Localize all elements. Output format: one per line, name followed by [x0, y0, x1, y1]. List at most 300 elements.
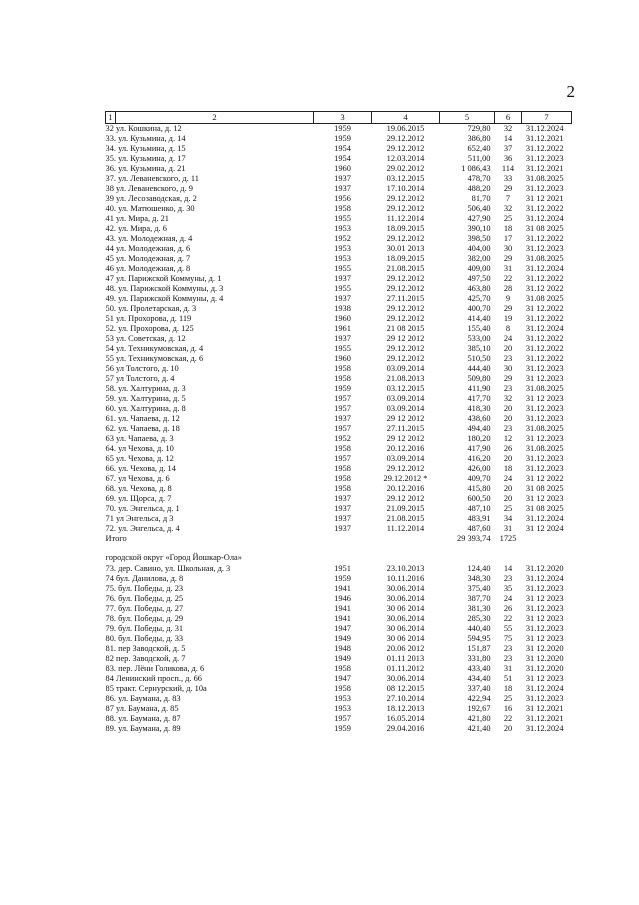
row-floors: 19 — [503, 314, 513, 324]
table-row — [106, 284, 572, 294]
row-area: 381,30 — [467, 604, 491, 614]
table-row — [106, 274, 572, 284]
row-term: 31 12.2023 — [525, 374, 564, 384]
row-term: 31.12.2020 — [525, 664, 564, 674]
row-floors: 32 — [503, 394, 513, 404]
row-date: 29.12.2012 — [386, 234, 425, 244]
row-term: 31.08.2025 — [525, 384, 564, 394]
row-year: 1957 — [334, 394, 351, 404]
row-term: 31 12 2023 — [525, 634, 564, 644]
row-area: 331,80 — [467, 654, 491, 664]
row-year: 1959 — [334, 124, 351, 134]
row-term: 31.12.2021 — [525, 714, 564, 724]
table-row — [106, 204, 572, 214]
table-row — [106, 224, 572, 234]
row-term: 31.12.2023 — [525, 184, 564, 194]
row-year: 1946 — [334, 594, 351, 604]
row-floors: 22 — [503, 274, 513, 284]
row-year: 1958 — [334, 374, 351, 384]
row-address: 73. дер. Савино, ул. Школьная, д. 3 — [105, 564, 231, 574]
table-row — [106, 184, 572, 194]
row-date: 29.04.2016 — [386, 724, 425, 734]
row-year: 1953 — [334, 224, 351, 234]
table-row — [106, 334, 572, 344]
row-floors: 23 — [503, 354, 513, 364]
row-floors: 17 — [503, 234, 513, 244]
total-floors: 1725 — [499, 534, 517, 544]
row-date: 30.06.2014 — [386, 614, 425, 624]
row-address: 71 ул Энгельса, д 3 — [105, 514, 174, 524]
row-term: 31.12.2022 — [525, 334, 564, 344]
row-year: 1938 — [334, 304, 351, 314]
row-floors: 20 — [503, 344, 513, 354]
row-address: 87 ул. Баумана, д. 85 — [105, 704, 179, 714]
table-total-group — [106, 534, 572, 564]
row-term: 31.12 2022 — [525, 284, 564, 294]
row-term: 31 12 2022 — [525, 474, 564, 484]
row-year: 1957 — [334, 454, 351, 464]
row-area: 533,00 — [467, 334, 491, 344]
row-area: 487,10 — [467, 504, 491, 514]
row-term: 31.12.2023 — [525, 464, 564, 474]
table-row — [106, 354, 572, 364]
row-term: 31 12 2021 — [525, 194, 564, 204]
table-row — [106, 564, 572, 574]
row-floors: 55 — [503, 624, 513, 634]
row-year: 1957 — [334, 714, 351, 724]
row-year: 1948 — [334, 644, 351, 654]
row-address: 84 Ленинский просп., д. 66 — [105, 674, 202, 684]
table-row — [106, 474, 572, 484]
row-floors: 26 — [503, 444, 513, 454]
row-address: 79. бул. Победы, д. 31 — [105, 624, 184, 634]
table-row — [106, 664, 572, 674]
row-year: 1956 — [334, 194, 351, 204]
row-year: 1937 — [334, 414, 351, 424]
row-area: 511,00 — [467, 154, 491, 164]
row-date: 29 12 2012 — [386, 414, 425, 424]
row-area: 382,00 — [467, 254, 491, 264]
row-address: 36. ул. Кузьмина, д. 21 — [105, 164, 186, 174]
row-date: 18.09.2015 — [386, 254, 425, 264]
row-date: 29.02.2012 — [386, 164, 425, 174]
row-term: 31.12.2024 — [525, 124, 564, 134]
row-area: 652,40 — [467, 144, 491, 154]
row-address: 66. ул. Чехова, д. 14 — [105, 464, 176, 474]
row-term: 31.12.2024 — [525, 214, 564, 224]
row-year: 1937 — [334, 294, 351, 304]
row-area: 426,00 — [467, 464, 491, 474]
table-row — [106, 174, 572, 184]
row-address: 60. ул. Халтурина, д. 8 — [105, 404, 186, 414]
row-area: 124,40 — [467, 564, 491, 574]
row-floors: 114 — [501, 164, 515, 174]
row-year: 1958 — [334, 664, 351, 674]
header-row — [106, 112, 572, 124]
table-row — [106, 504, 572, 514]
row-term: 31.12.2022 — [525, 234, 564, 244]
row-floors: 75 — [503, 634, 513, 644]
row-date: 29 12 2012 — [386, 434, 425, 444]
row-year: 1958 — [334, 364, 351, 374]
row-address: 81. пер Заводской, д. 5 — [105, 644, 186, 654]
row-address: 89. ул. Баумана, д. 89 — [105, 724, 181, 734]
row-year: 1959 — [334, 574, 351, 584]
row-address: 39 ул. Лесозаводская, д. 2 — [105, 194, 197, 204]
row-year: 1958 — [334, 444, 351, 454]
row-floors: 23 — [503, 384, 513, 394]
row-year: 1941 — [334, 584, 351, 594]
row-floors: 16 — [503, 704, 513, 714]
row-address: 67. ул Чехова, д. 6 — [105, 474, 170, 484]
row-floors: 29 — [503, 184, 513, 194]
row-year: 1951 — [334, 564, 351, 574]
row-floors: 7 — [505, 194, 511, 204]
row-year: 1959 — [334, 134, 351, 144]
row-term: 31.12.2024 — [525, 574, 564, 584]
row-floors: 25 — [503, 694, 513, 704]
row-term: 31.12.2021 — [525, 164, 564, 174]
table-row — [106, 404, 572, 414]
row-date: 27.10.2014 — [386, 694, 425, 704]
row-area: 416,20 — [467, 454, 491, 464]
row-year: 1955 — [334, 264, 351, 274]
row-area: 729,80 — [467, 124, 491, 134]
row-year: 1941 — [334, 604, 351, 614]
row-term: 31.12.2023 — [525, 694, 564, 704]
row-date: 30.06.2014 — [386, 674, 425, 684]
row-year: 1947 — [334, 624, 351, 634]
row-year: 1949 — [334, 654, 351, 664]
row-floors: 22 — [503, 714, 513, 724]
row-date: 29 12 2012 — [386, 334, 425, 344]
row-date: 23.10.2013 — [386, 564, 425, 574]
row-floors: 20 — [503, 724, 513, 734]
table-row — [106, 124, 572, 135]
row-term: 31.12.2022 — [525, 314, 564, 324]
table-row — [106, 644, 572, 654]
row-date: 21.08.2015 — [386, 264, 425, 274]
row-term: 31.08.2025 — [525, 254, 564, 264]
row-date: 30 06 2014 — [386, 604, 425, 614]
row-area: 409,00 — [467, 264, 491, 274]
row-date: 03.09.2014 — [386, 364, 425, 374]
row-date: 29.12.2012 — [386, 464, 425, 474]
table-row — [106, 684, 572, 694]
row-date: 29.12.2012 — [386, 304, 425, 314]
row-date: 08 12.2015 — [386, 684, 425, 694]
header-col-3: 3 — [314, 112, 372, 124]
row-year: 1937 — [334, 174, 351, 184]
table-row — [106, 514, 572, 524]
row-term: 31.12.2022 — [525, 354, 564, 364]
header-col-2: 2 — [116, 112, 314, 124]
row-floors: 37 — [503, 144, 513, 154]
row-floors: 29 — [503, 374, 513, 384]
row-address: 57 ул Толстого, д. 4 — [105, 374, 175, 384]
row-year: 1937 — [334, 494, 351, 504]
table-row — [106, 724, 572, 734]
total-label: Итого — [105, 534, 127, 544]
row-year: 1955 — [334, 284, 351, 294]
row-area: 285,30 — [467, 614, 491, 624]
row-term: 31.12.2022 — [525, 274, 564, 284]
row-address: 62. ул. Чапаева, д. 18 — [105, 424, 180, 434]
row-address: 50. ул. Пролетарская, д. 3 — [105, 304, 197, 314]
row-date: 29.12.2012 — [386, 314, 425, 324]
row-area: 337,40 — [467, 684, 491, 694]
table-row — [106, 194, 572, 204]
table-row — [106, 574, 572, 584]
row-term: 31 12.2021 — [525, 704, 564, 714]
row-address: 48. ул. Парижской Коммуны, д. 3 — [105, 284, 224, 294]
row-date: 29.12.2012 — [386, 354, 425, 364]
row-date: 29.12.2012 — [386, 274, 425, 284]
row-address: 40. ул. Матюшенко, д. 30 — [105, 204, 195, 214]
row-year: 1953 — [334, 704, 351, 714]
row-year: 1959 — [334, 384, 351, 394]
row-address: 75. бул. Победы, д. 23 — [105, 584, 184, 594]
row-address: 78. бул. Победы, д. 29 — [105, 614, 184, 624]
table-row — [106, 254, 572, 264]
header-col-1: 1 — [106, 112, 116, 124]
row-floors: 36 — [503, 154, 513, 164]
table-row — [106, 294, 572, 304]
table-row — [106, 694, 572, 704]
housing-table — [105, 111, 572, 734]
total-area: 29 393,74 — [457, 534, 491, 544]
row-address: 77. бул. Победы, д. 27 — [105, 604, 184, 614]
row-area: 421,80 — [467, 714, 491, 724]
row-area: 425,70 — [467, 294, 491, 304]
row-year: 1960 — [334, 164, 351, 174]
row-area: 151,87 — [467, 644, 491, 654]
row-area: 375,40 — [467, 584, 491, 594]
row-floors: 30 — [503, 364, 513, 374]
row-floors: 22 — [503, 614, 513, 624]
row-area: 155,40 — [467, 324, 491, 334]
row-area: 192,67 — [467, 704, 491, 714]
row-floors: 31 — [503, 524, 513, 534]
row-term: 31.12.2022 — [525, 204, 564, 214]
table-row — [106, 494, 572, 504]
row-area: 483,91 — [467, 514, 491, 524]
row-area: 418,30 — [467, 404, 491, 414]
row-area: 438,60 — [467, 414, 491, 424]
row-floors: 14 — [503, 134, 513, 144]
table-row — [106, 384, 572, 394]
row-term: 31 12.2020 — [525, 654, 564, 664]
row-area: 488,20 — [467, 184, 491, 194]
row-year: 1955 — [334, 344, 351, 354]
row-date: 03.12.2015 — [386, 384, 425, 394]
row-area: 387,70 — [467, 594, 491, 604]
row-area: 427,90 — [467, 214, 491, 224]
row-date: 27.11.2015 — [386, 294, 425, 304]
row-floors: 24 — [503, 594, 513, 604]
row-term: 31 08 2025 — [525, 224, 564, 234]
row-floors: 20 — [503, 484, 513, 494]
table-row — [106, 424, 572, 434]
row-floors: 31 — [503, 664, 513, 674]
table-row — [106, 304, 572, 314]
row-floors: 26 — [503, 604, 513, 614]
row-date: 29.12.2012 — [386, 134, 425, 144]
row-address: 58. ул. Халтурина, д. 3 — [105, 384, 186, 394]
row-term: 31.12.2024 — [525, 264, 564, 274]
total-row — [106, 534, 572, 544]
row-area: 497,50 — [467, 274, 491, 284]
row-address: 70. ул. Энгельса, д. 1 — [105, 504, 180, 514]
row-address: 47 ул. Парижской Коммуны, д. 1 — [105, 274, 222, 284]
row-term: 31.08 2025 — [525, 294, 564, 304]
table-row — [106, 164, 572, 174]
row-term: 31 12.2023 — [525, 434, 564, 444]
row-floors: 35 — [503, 584, 513, 594]
row-year: 1937 — [334, 274, 351, 284]
row-area: 444,40 — [467, 364, 491, 374]
row-floors: 30 — [503, 244, 513, 254]
row-year: 1957 — [334, 404, 351, 414]
row-area: 404,00 — [467, 244, 491, 254]
row-term: 31.12.2020 — [525, 564, 564, 574]
row-address: 37. ул. Леваневского, д. 11 — [105, 174, 199, 184]
row-area: 440,40 — [467, 624, 491, 634]
row-date: 29.12 2012 — [386, 494, 425, 504]
row-date: 03.12.2015 — [386, 174, 425, 184]
row-year: 1937 — [334, 504, 351, 514]
row-address: 46 ул. Молодежная, д. 8 — [105, 264, 191, 274]
row-floors: 31 — [503, 264, 513, 274]
row-year: 1958 — [334, 474, 351, 484]
table-row — [106, 454, 572, 464]
row-floors: 32 — [503, 204, 513, 214]
row-term: 31.12.2022 — [525, 144, 564, 154]
row-date: 01.11.2012 — [386, 664, 425, 674]
table-row — [106, 604, 572, 614]
row-year: 1937 — [334, 524, 351, 534]
row-address: 69. ул. Щорса, д. 7 — [105, 494, 172, 504]
table-row — [106, 524, 572, 534]
row-term: 31.12.2023 — [525, 244, 564, 254]
row-date: 29.12.2012 — [386, 344, 425, 354]
row-area: 600,50 — [467, 494, 491, 504]
table-row — [106, 364, 572, 374]
row-area: 386,80 — [467, 134, 491, 144]
row-area: 414,40 — [467, 314, 491, 324]
table-row — [106, 394, 572, 404]
row-address: 52. ул. Прохорова, д. 125 — [105, 324, 194, 334]
row-term: 31 12 2023 — [525, 594, 564, 604]
row-term: 31.12.2024 — [525, 724, 564, 734]
header-col-6: 6 — [495, 112, 522, 124]
row-year: 1953 — [334, 254, 351, 264]
row-area: 494,40 — [467, 424, 491, 434]
row-address: 56 ул Толстого, д. 10 — [105, 364, 179, 374]
page-number: 2 — [566, 82, 575, 101]
row-date: 03.09.2014 — [386, 404, 425, 414]
row-term: 31 12 2023 — [525, 674, 564, 684]
row-date: 29.12.2012 * — [383, 474, 428, 484]
row-address: 63 ул. Чапаева, д. 3 — [105, 434, 174, 444]
row-year: 1958 — [334, 684, 351, 694]
row-year: 1958 — [334, 464, 351, 474]
row-floors: 14 — [503, 564, 513, 574]
row-address: 55 ул. Техникумовская, д. 6 — [105, 354, 204, 364]
section-title: городской округ «Город Йошкар-Ола» — [105, 553, 242, 563]
table-row — [106, 444, 572, 454]
row-date: 12.03.2014 — [386, 154, 425, 164]
table-row — [106, 634, 572, 644]
row-floors: 28 — [503, 284, 513, 294]
row-year: 1954 — [334, 144, 351, 154]
row-date: 11.12.2014 — [386, 524, 425, 534]
row-area: 433,40 — [467, 664, 491, 674]
row-date: 29.12.2012 — [386, 194, 425, 204]
row-address: 43. ул. Молодежная, д. 4 — [105, 234, 193, 244]
row-term: 31 12 2023 — [525, 614, 564, 624]
row-date: 19.06.2015 — [386, 124, 425, 134]
table-row — [106, 594, 572, 604]
row-term: 31.12.2024 — [525, 324, 564, 334]
row-term: 31.12.2021 — [525, 134, 564, 144]
row-address: 51 ул. Прохорова, д. 119 — [105, 314, 192, 324]
row-date: 29.12.2012 — [386, 204, 425, 214]
row-floors: 24 — [503, 334, 513, 344]
row-floors: 51 — [503, 674, 513, 684]
row-address: 72. ул. Энгельса, д. 4 — [105, 524, 180, 534]
row-floors: 24 — [503, 474, 513, 484]
row-term: 31.12.2023 — [525, 404, 564, 414]
table-row — [106, 484, 572, 494]
row-date: 18.09.2015 — [386, 224, 425, 234]
row-area: 348,30 — [467, 574, 491, 584]
row-floors: 25 — [503, 504, 513, 514]
row-address: 44 ул. Молодежная, д. 6 — [105, 244, 191, 254]
row-address: 41 ул. Мира, д. 21 — [105, 214, 169, 224]
row-floors: 23 — [503, 654, 513, 664]
row-year: 1937 — [334, 184, 351, 194]
row-term: 31.08.2025 — [525, 174, 564, 184]
table-row — [106, 214, 572, 224]
row-date: 30.01 2013 — [386, 244, 425, 254]
spacer-row — [106, 544, 572, 552]
row-year: 1953 — [334, 694, 351, 704]
row-date: 03.09.2014 — [386, 454, 425, 464]
header-col-5: 5 — [440, 112, 495, 124]
row-area: 390,10 — [467, 224, 491, 234]
table-row — [106, 344, 572, 354]
row-year: 1958 — [334, 484, 351, 494]
row-address: 86. ул. Баумана, д. 83 — [105, 694, 181, 704]
row-address: 85 тракт. Сернурский, д. 10а — [105, 684, 207, 694]
row-year: 1957 — [334, 424, 351, 434]
row-area: 411,90 — [467, 384, 491, 394]
row-term: 31.08.2025 — [525, 424, 564, 434]
row-year: 1954 — [334, 154, 351, 164]
table-row — [106, 434, 572, 444]
row-area: 417,70 — [467, 394, 491, 404]
row-term: 31 12.2022 — [525, 304, 564, 314]
row-address: 32 ул. Кошкина, д. 12 — [105, 124, 182, 134]
row-area: 487,60 — [467, 524, 491, 534]
row-floors: 20 — [503, 494, 513, 504]
row-date: 27.11.2015 — [386, 424, 425, 434]
row-date: 01.11 2013 — [386, 654, 425, 664]
row-year: 1947 — [334, 674, 351, 684]
table-row — [106, 374, 572, 384]
table-row — [106, 264, 572, 274]
